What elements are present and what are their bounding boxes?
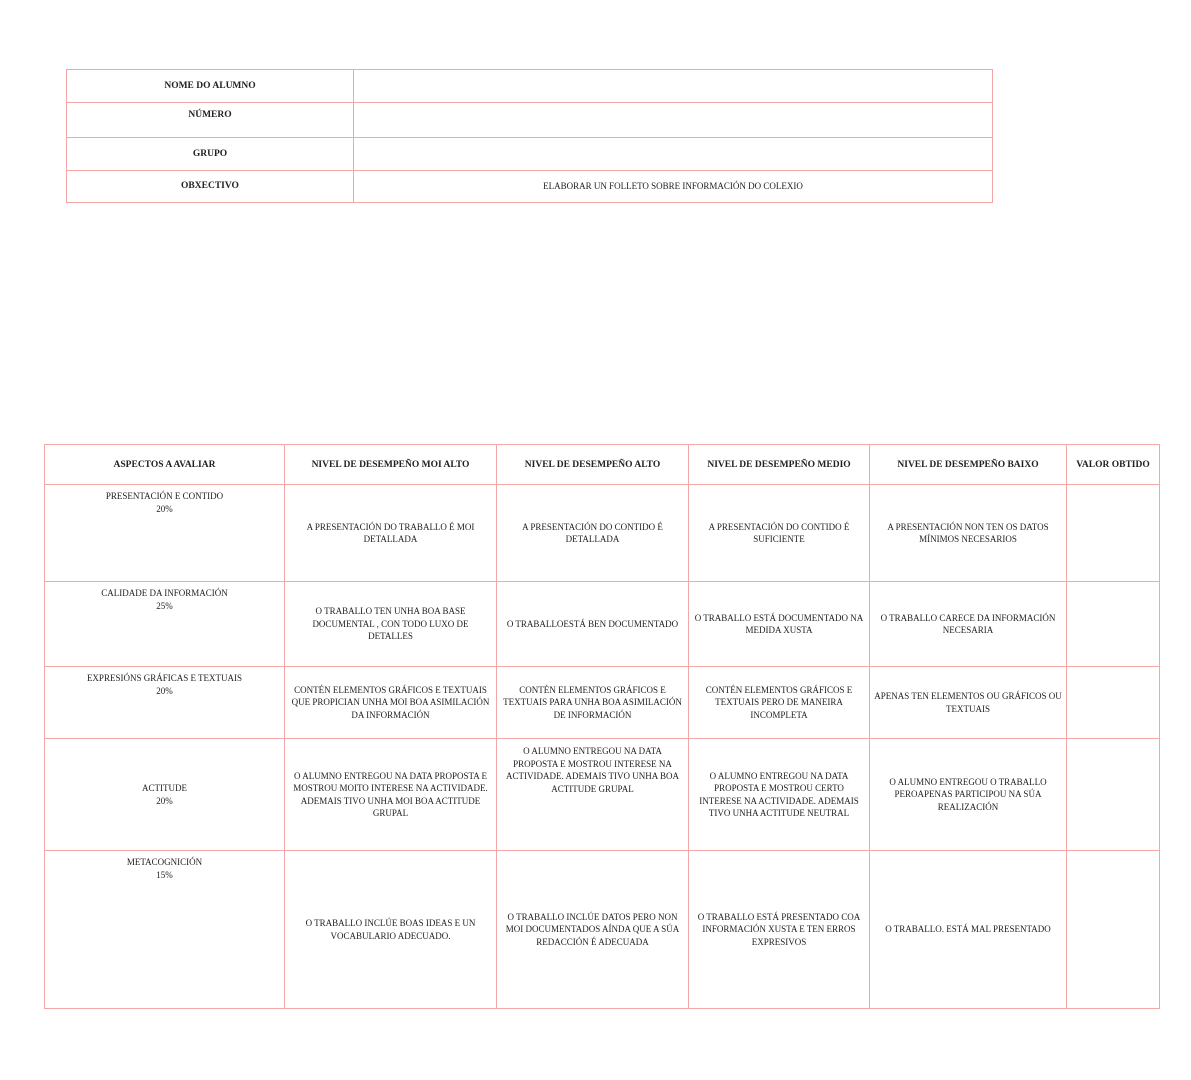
header-level-moi-alto [285, 445, 497, 485]
value-obtained-cell[interactable] [1067, 485, 1160, 582]
level-alto-cell: O ALUMNO ENTREGOU NA DATA PROPOSTA E MOSTROU INTERESE NA ACTIVIDADE. ADEMAIS TIVO UNHA BOA ACTITUDE GRUPAL [497, 739, 689, 851]
rubric-row-calidade [45, 582, 1160, 667]
level-alto-cell: CONTÉN ELEMENTOS GRÁFICOS E TEXTUAIS PARA UNHA BOA ASIMILACIÓN DE INFORMACIÓN [497, 667, 689, 739]
aspect-weight: 20% [156, 685, 173, 696]
level-baixo-cell: O TRABALLO. ESTÁ MAL PRESENTADO [870, 851, 1067, 1009]
header-level-name: MEDIO [817, 459, 851, 470]
number-value-cell[interactable] [354, 103, 993, 138]
header-level-name: ALTO [634, 459, 661, 470]
level-alto-cell: O TRABALLO INCLÚE DATOS PERO NON MOI DOCUMENTADOS AÍNDA QUE A SÚA REDACCIÓN É ADECUADA [497, 851, 689, 1009]
level-medio-cell: O TRABALLO ESTÁ PRESENTADO COA INFORMACIÓN XUSTA E TEN ERROS EXPRESIVOS [689, 851, 870, 1009]
rubric-header-row [45, 445, 1160, 485]
header-level-prefix: NIVEL DE DESEMPEÑO [311, 459, 420, 470]
header-level-prefix: NIVEL DE DESEMPEÑO [897, 459, 1006, 470]
level-alto-cell: O TRABALLOESTÁ BEN DOCUMENTADO [497, 582, 689, 667]
header-level-medio [689, 445, 870, 485]
level-medio-cell: CONTÉN ELEMENTOS GRÁFICOS E TEXTUAIS PERO DE MANEIRA INCOMPLETA [689, 667, 870, 739]
level-medio-cell: O TRABALLO ESTÁ DOCUMENTADO NA MEDIDA XUSTA [689, 582, 870, 667]
level-moi-alto-cell: O TRABALLO INCLÚE BOAS IDEAS E UN VOCABULARIO ADECUADO. [285, 851, 497, 1009]
info-row-number [67, 103, 993, 138]
group-value-cell[interactable] [354, 138, 993, 171]
header-level-prefix: NIVEL DE DESEMPEÑO [524, 459, 633, 470]
name-value-cell[interactable] [354, 70, 993, 103]
aspect-cell [45, 739, 285, 851]
header-aspects: ASPECTOS A AVALIAR [45, 445, 285, 485]
rubric-table [44, 444, 1160, 1009]
aspect-cell [45, 851, 285, 1009]
level-moi-alto-cell: O ALUMNO ENTREGOU NA DATA PROPOSTA E MOSTROU MOITO INTERESE NA ACTIVIDADE. ADEMAIS TIVO UNHA MOI BOA ACTITUDE GRUPAL [285, 739, 497, 851]
info-row-name [67, 70, 993, 103]
objective-value: ELABORAR UN FOLLETO SOBRE INFORMACIÓN DO COLEXIO [354, 171, 993, 203]
aspect-cell [45, 667, 285, 739]
level-baixo-cell: A PRESENTACIÓN NON TEN OS DATOS MÍNIMOS NECESARIOS [870, 485, 1067, 582]
aspect-cell [45, 582, 285, 667]
aspect-cell [45, 485, 285, 582]
level-medio-cell: A PRESENTACIÓN DO CONTIDO É SUFICIENTE [689, 485, 870, 582]
header-value-obtained: VALOR OBTIDO [1067, 445, 1160, 485]
aspect-weight: 20% [156, 795, 173, 806]
header-level-alto [497, 445, 689, 485]
header-level-baixo [870, 445, 1067, 485]
value-obtained-cell[interactable] [1067, 739, 1160, 851]
level-baixo-cell: O ALUMNO ENTREGOU O TRABALLO PEROAPENAS PARTICIPOU NA SÚA REALIZACIÓN [870, 739, 1067, 851]
level-alto-cell: A PRESENTACIÓN DO CONTIDO É DETALLADA [497, 485, 689, 582]
level-baixo-cell: APENAS TEN ELEMENTOS OU GRÁFICOS OU TEXTUAIS [870, 667, 1067, 739]
level-moi-alto-cell: O TRABALLO TEN UNHA BOA BASE DOCUMENTAL , CON TODO LUXO DE DETALLES [285, 582, 497, 667]
value-obtained-cell[interactable] [1067, 667, 1160, 739]
info-row-objective [67, 171, 993, 203]
rubric-row-actitude [45, 739, 1160, 851]
aspect-name: ACTITUDE [142, 783, 187, 793]
student-info-table [66, 69, 993, 203]
value-obtained-cell[interactable] [1067, 582, 1160, 667]
aspect-weight: 25% [156, 600, 173, 611]
name-label: NOME DO ALUMNO [67, 70, 354, 103]
rubric-row-metacognicion [45, 851, 1160, 1009]
rubric-row-presentacion [45, 485, 1160, 582]
header-level-prefix: NIVEL DE DESEMPEÑO [707, 459, 816, 470]
level-baixo-cell: O TRABALLO CARECE DA INFORMACIÓN NECESARIA [870, 582, 1067, 667]
level-moi-alto-cell: CONTÉN ELEMENTOS GRÁFICOS E TEXTUAIS QUE PROPICIAN UNHA MOI BOA ASIMILACIÓN DA INFORMACIÓN [285, 667, 497, 739]
group-label: GRUPO [67, 138, 354, 171]
aspect-weight: 20% [156, 503, 173, 514]
aspect-name: PRESENTACIÓN E CONTIDO [105, 491, 224, 501]
number-label: NÚMERO [67, 103, 354, 138]
value-obtained-cell[interactable] [1067, 851, 1160, 1009]
info-row-group [67, 138, 993, 171]
level-medio-cell: O ALUMNO ENTREGOU NA DATA PROPOSTA E MOSTROU CERTO INTERESE NA ACTIVIDADE. ADEMAIS TIVO UNHA ACTITUDE NEUTRAL [689, 739, 870, 851]
level-moi-alto-cell: A PRESENTACIÓN DO TRABALLO É MOI DETALLADA [285, 485, 497, 582]
aspect-name: CALIDADE DA INFORMACIÓN [101, 588, 228, 598]
rubric-row-expresions [45, 667, 1160, 739]
objective-label: OBXECTIVO [67, 171, 354, 203]
header-level-name: BAIXO [1007, 459, 1039, 470]
aspect-weight: 15% [156, 869, 173, 880]
header-level-name: MOI ALTO [421, 459, 470, 470]
aspect-name: EXPRESIÓNS GRÁFICAS E TEXTUAIS [86, 673, 243, 683]
aspect-name: METACOGNICIÓN [126, 857, 203, 867]
